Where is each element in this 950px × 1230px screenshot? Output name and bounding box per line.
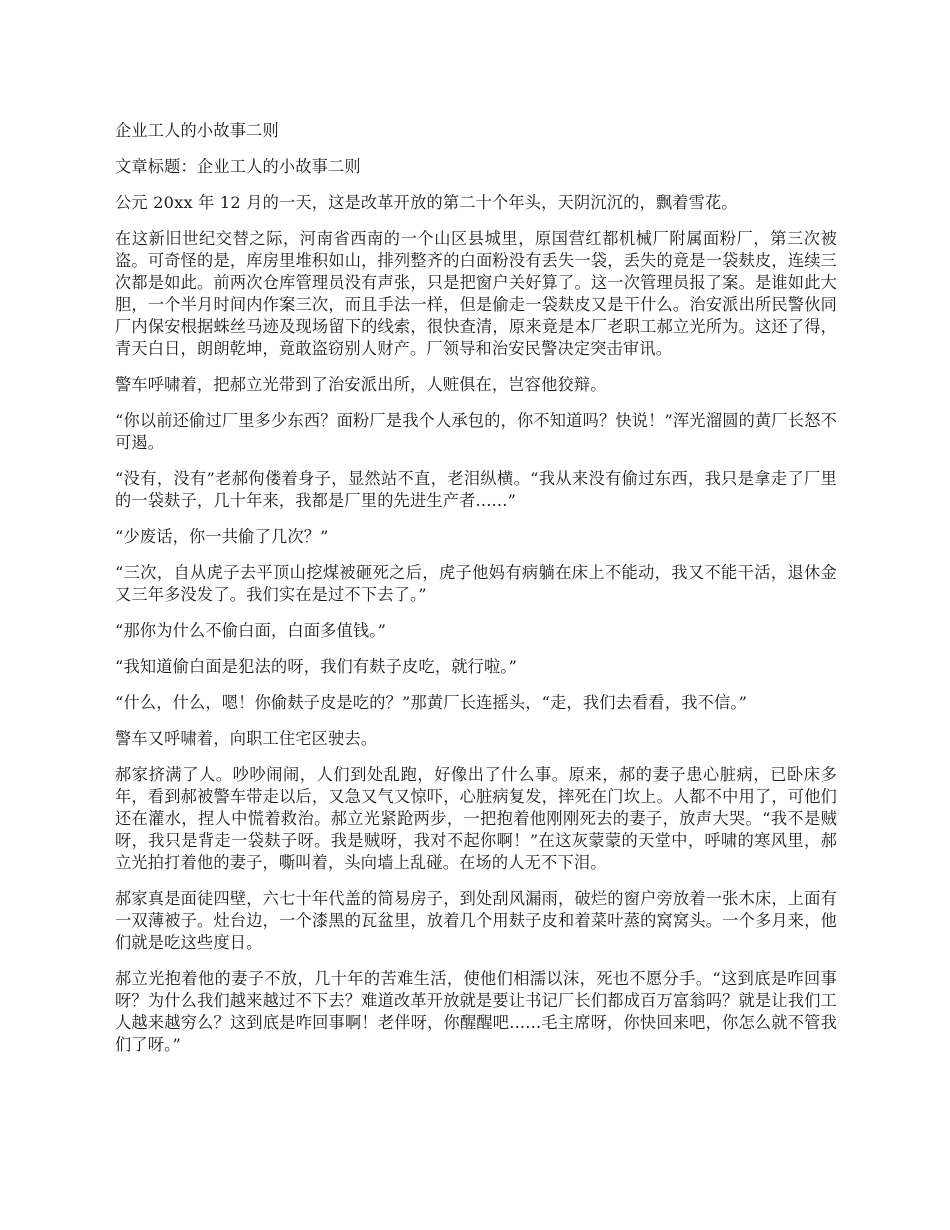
paragraph: “三次，自从虎子去平顶山挖煤被砸死之后，虎子他妈有病躺在床上不能动，我又不能干活，退休金又三年多没发了。我们实在是过不下去了。” (115, 563, 837, 604)
paragraph: 郝家真是面徒四壁，六七十年代盖的简易房子，到处刮风漏雨，破烂的窗户旁放着一张木床，上面有一双薄被子。灶台边，一个漆黑的瓦盆里，放着几个用麸子皮和着菜叶蒸的窝窝头。一个多月来，他们就是吃这些度日。 (115, 889, 837, 952)
paragraph: 在这新旧世纪交替之际，河南省西南的一个山区县城里，原国营红都机械厂附属面粉厂，第三次被盗。可奇怪的是，库房里堆积如山，排列整齐的白面粉没有丢失一袋，丢失的竟是一袋麸皮，连续三次都是如此。前两次仓库管理员没有声张，只是把窗户关好算了。这一次管理员报了案。是谁如此大胆，一个半月时间内作案三次，而且手法一样，但是偷走一袋麸皮又是干什么。治安派出所民警伙同厂内保安根据蛛丝马迹及现场留下的线索，很快查清，原来竟是本厂老职工郝立光所为。这还了得，青天白日，朗朗乾坤，竟敢盗窃别人财产。厂领导和治安民警决定突击审讯。 (115, 229, 837, 358)
paragraph: “少废话，你一共偷了几次？” (115, 527, 329, 546)
paragraph: “那你为什么不偷白面，白面多值钱。” (115, 621, 387, 640)
paragraph: 警车又呼啸着，向职工住宅区驶去。 (115, 729, 378, 748)
paragraph: “你以前还偷过厂里多少东西？面粉厂是我个人承包的，你不知道吗？快说！”浑光溜圆的黄厂长怒不可遏。 (115, 411, 837, 452)
paragraph: 公元 20xx 年 12 月的一天，这是改革开放的第二十个年头，天阴沉沉的，飘着雪花。 (115, 193, 738, 212)
document-heading: 企业工人的小故事二则 (115, 121, 279, 140)
paragraph: 郝家挤满了人。吵吵闹闹，人们到处乱跑，好像出了什么事。原来，郝的妻子患心脏病，已卧床多年，看到郝被警车带走以后，又急又气又惊吓，心脏病复发，摔死在门坎上。人都不中用了，可他们还在灌水，捏人中慌着救治。郝立光紧跄两步，一把抱着他刚刚死去的妻子，放声大哭。“我不是贼呀，我只是背走一袋麸子呀。我是贼呀，我对不起你啊！”在这灰蒙蒙的天堂中，呼啸的寒风里，郝立光拍打着他的妻子，嘶叫着，头向墙上乱碰。在场的人无不下泪。 (115, 765, 837, 872)
paragraph: 警车呼啸着，把郝立光带到了治安派出所，人赃俱在，岂容他狡辩。 (115, 375, 607, 394)
paragraph: “没有，没有”老郝佝偻着身子，显然站不直，老泪纵横。“我从来没有偷过东西，我只是拿走了厂里的一袋麸子，几十年来，我都是厂里的先进生产者......” (115, 469, 837, 510)
paragraph: 郝立光抱着他的妻子不放，几十年的苦难生活，使他们相濡以沫，死也不愿分手。“这到底是咋回事呀？为什么我们越来越过不下去？难道改革开放就是要让书记厂长们都成百万富翁吗？就是让我们工人越来越穷么？这到底是咋回事啊！老伴呀，你醒醒吧......毛主席呀，你快回来吧，你怎么就不管我们了呀。” (115, 969, 837, 1054)
article-title-line: 文章标题：企业工人的小故事二则 (115, 157, 361, 176)
paragraph: “我知道偷白面是犯法的呀，我们有麸子皮吃，就行啦。” (115, 657, 518, 676)
document-page (115, 120, 837, 1070)
paragraph: “什么，什么，嗯！你偷麸子皮是吃的？”那黄厂长连摇头，“走，我们去看看，我不信。” (115, 693, 748, 712)
